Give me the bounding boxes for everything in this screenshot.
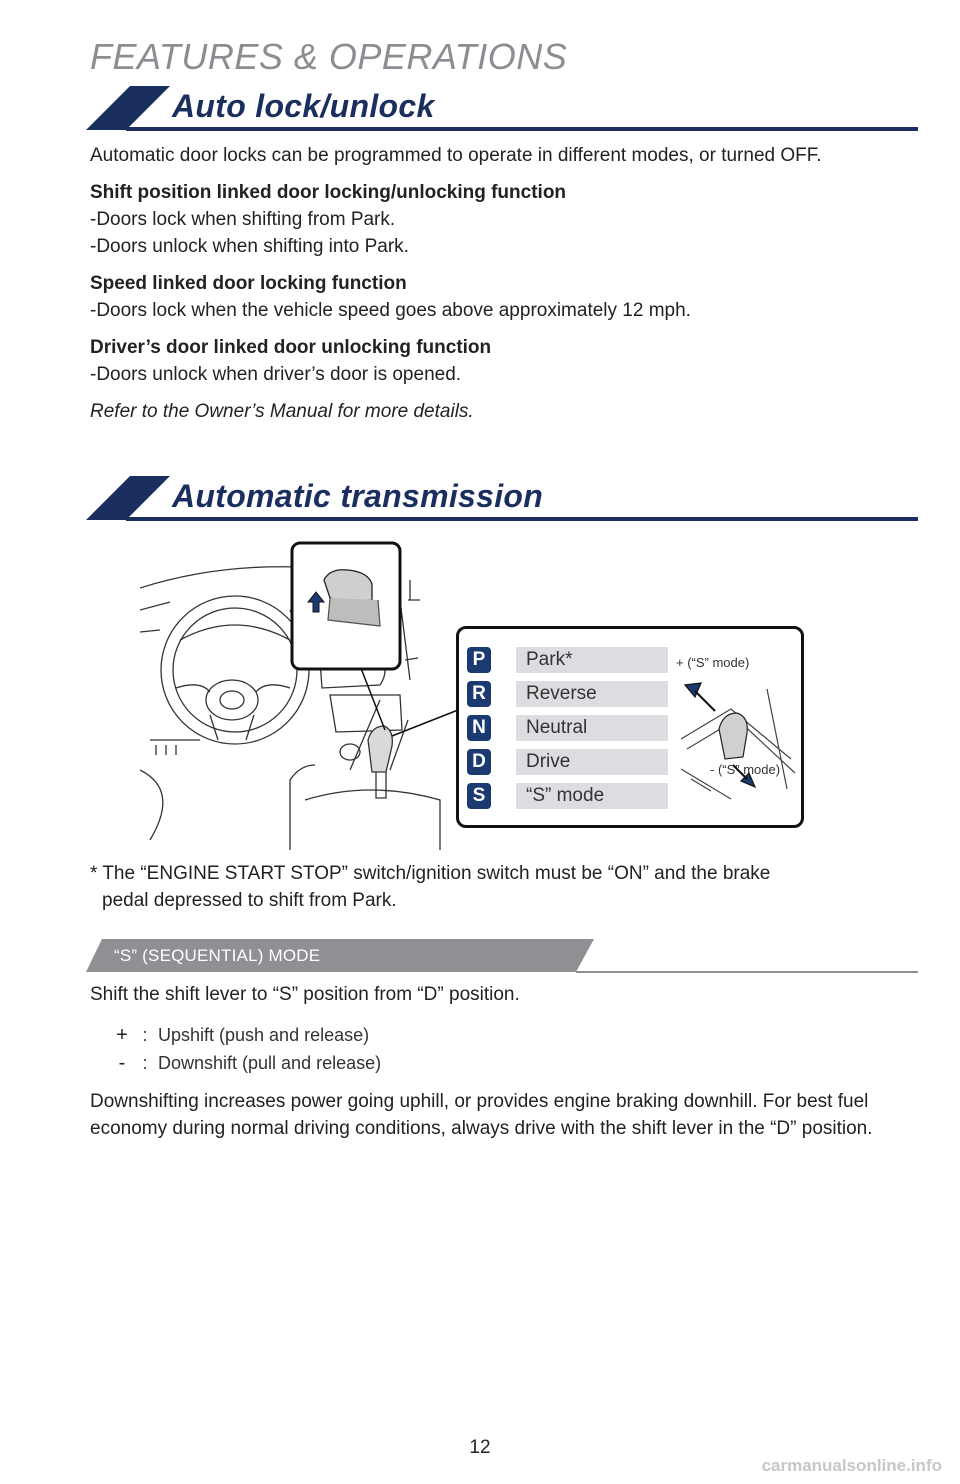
gear-label-reverse: Reverse [516, 681, 668, 707]
park-footnote [90, 860, 920, 914]
downshift-text: Downshift (pull and release) [158, 1053, 382, 1073]
shift-linked-line-2: -Doors unlock when shifting into Park. [90, 236, 409, 257]
s-mode-description: Downshifting increases power going uphill, or provides engine braking downhill. For best fuel economy during normal driving conditions, always drive with the shift lever in the “D” position. [90, 1091, 873, 1139]
shift-linked-line-1: -Doors lock when shifting from Park. [90, 209, 396, 230]
intro-text: Automatic door locks can be programmed to operate in different modes, or turned OFF. [90, 145, 822, 166]
driver-linked-title: Driver’s door linked door unlocking function [90, 337, 492, 358]
gear-badge-p: P [467, 647, 491, 673]
footnote-line-1: * The “ENGINE START STOP” switch/ignition switch must be “ON” and the brake [90, 863, 771, 884]
gear-badge-s: S [467, 783, 491, 809]
downshift-item [112, 1052, 381, 1075]
gear-label-neutral: Neutral [516, 715, 668, 741]
shift-linked-title: Shift position linked door locking/unlocking function [90, 182, 567, 203]
footnote-line-2: pedal depressed to shift from Park. [102, 890, 397, 911]
section-title-text: Auto lock/unlock [172, 88, 435, 124]
refer-note: Refer to the Owner’s Manual for more details. [90, 401, 474, 422]
watermark-text: carmanualsonline.info [761, 1456, 942, 1475]
item-separator: : [142, 1025, 148, 1045]
plus-symbol: + [116, 1024, 128, 1046]
driver-linked-line-1: -Doors unlock when driver’s door is opened. [90, 364, 462, 385]
s-mode-subtitle-text: “S” (SEQUENTIAL) MODE [114, 946, 321, 965]
s-mode-subtitle [86, 938, 918, 974]
plus-s-mode-label: + (“S” mode) [676, 655, 750, 670]
minus-s-mode-label: - (“S” mode) [710, 762, 781, 777]
shift-lever-drawing [340, 726, 392, 798]
minus-symbol: - [118, 1052, 126, 1074]
gear-badge-d: D [467, 749, 491, 775]
page-header: FEATURES & OPERATIONS [90, 36, 568, 77]
auto-lock-body [90, 142, 920, 425]
speed-linked-title: Speed linked door locking function [90, 273, 407, 294]
section-title-text: Automatic transmission [172, 478, 544, 514]
steering-wheel-drawing [161, 596, 309, 744]
gear-badge-n: N [467, 715, 491, 741]
page-number: 12 [469, 1437, 491, 1458]
upshift-text: Upshift (push and release) [158, 1025, 370, 1045]
gear-label-drive: Drive [516, 749, 668, 775]
gear-label-s-mode: “S” mode [516, 783, 668, 809]
gear-label-park: Park* [516, 647, 668, 673]
s-mode-lever-drawing [671, 669, 801, 819]
shift-lever-inset [292, 543, 400, 669]
shift-instruction: Shift the shift lever to “S” position from “D” position. [90, 984, 520, 1005]
item-separator: : [142, 1053, 148, 1073]
section-title-transmission [86, 476, 918, 520]
section-title-auto-lock [86, 86, 918, 130]
gear-badge-r: R [467, 681, 491, 707]
speed-linked-line-1: -Doors lock when the vehicle speed goes above approximately 12 mph. [90, 300, 691, 321]
upshift-item [112, 1024, 369, 1047]
gear-positions-panel [456, 626, 804, 828]
